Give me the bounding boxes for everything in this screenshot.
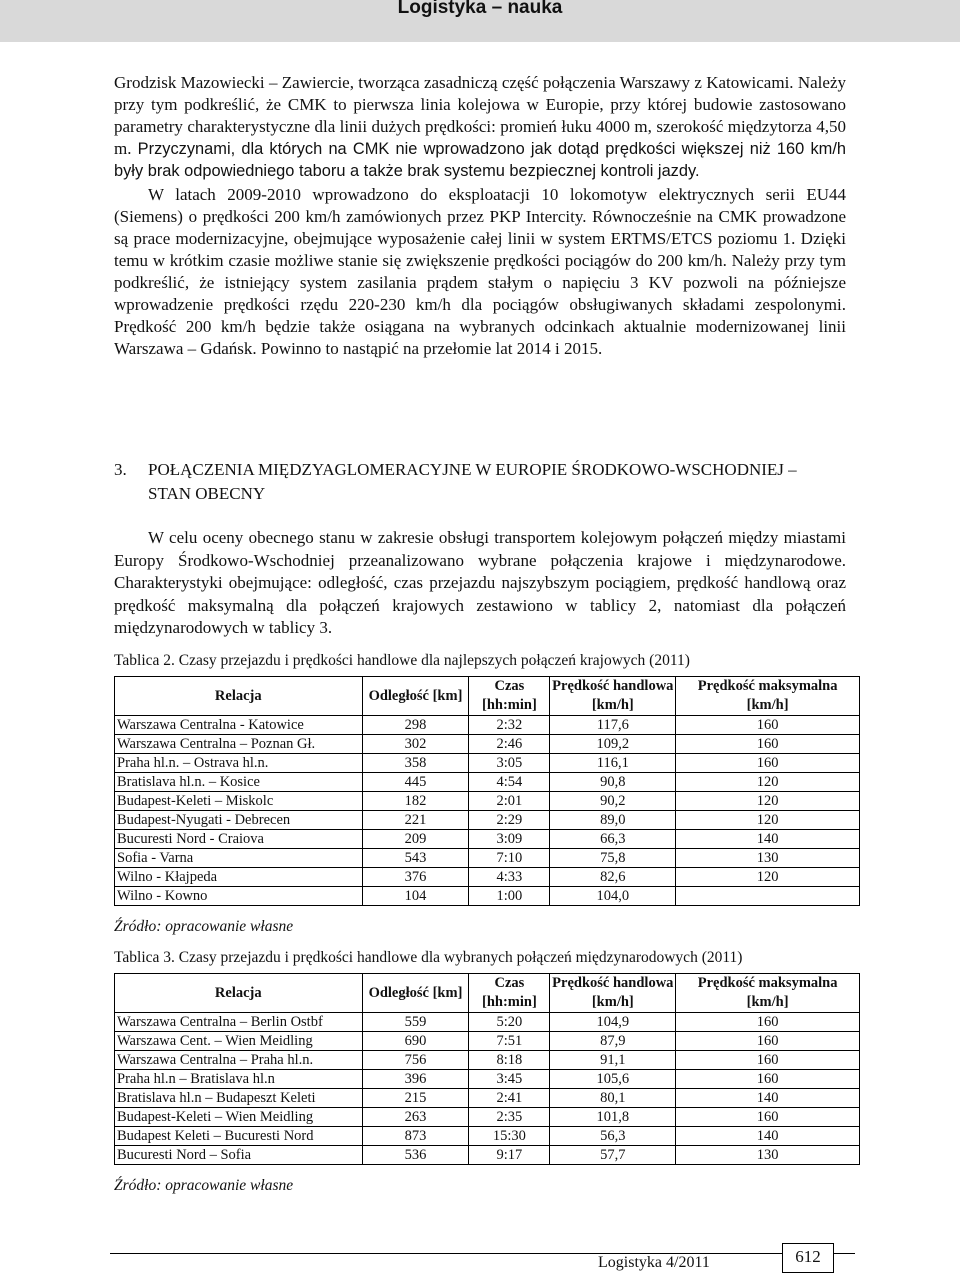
body-text [114,72,846,360]
table-cell-czas: 5:20 [469,1013,550,1032]
table-cell-odleglosc: 690 [362,1032,469,1051]
table-cell-czas: 2:46 [469,735,550,754]
table-cell-odleglosc: 302 [362,735,469,754]
table-cell-predkosc-maksymalna: 120 [676,773,860,792]
footer-rule [110,1253,855,1254]
table2-header-predkosc-maksymalna: Prędkość maksymalna [km/h] [676,677,860,716]
table-cell-odleglosc: 873 [362,1127,469,1146]
table-cell-relacja: Sofia - Varna [115,849,363,868]
table-cell-relacja: Warszawa Centralna – Praha hl.n. [115,1051,363,1070]
table-cell-odleglosc: 104 [362,887,469,906]
table-cell-odleglosc: 396 [362,1070,469,1089]
table-cell-predkosc-maksymalna: 160 [676,1032,860,1051]
table2-caption: Tablica 2. Czasy przejazdu i prędkości handlowe dla najlepszych połączeń krajowych (2011) [114,652,690,669]
table-row [115,754,860,773]
table-cell-predkosc-maksymalna: 160 [676,1070,860,1089]
table3-header-row [115,974,860,1013]
table-cell-odleglosc: 358 [362,754,469,773]
table-cell-relacja: Bucuresti Nord – Sofia [115,1146,363,1165]
table-cell-relacja: Warszawa Centralna – Berlin Ostbf [115,1013,363,1032]
table-cell-czas: 3:05 [469,754,550,773]
table-cell-relacja: Budapest-Nyugati - Debrecen [115,811,363,830]
table-cell-czas: 9:17 [469,1146,550,1165]
table-cell-relacja: Bratislava hl.n – Budapeszt Keleti [115,1089,363,1108]
table-row [115,773,860,792]
table-cell-predkosc-handlowa: 101,8 [550,1108,676,1127]
table-row [115,1051,860,1070]
table-cell-predkosc-handlowa: 91,1 [550,1051,676,1070]
table-cell-relacja: Budapest Keleti – Bucuresti Nord [115,1127,363,1146]
table2-header-odleglosc: Odległość [km] [362,677,469,716]
table-cell-odleglosc: 263 [362,1108,469,1127]
table-cell-predkosc-maksymalna: 160 [676,716,860,735]
table-cell-czas: 2:32 [469,716,550,735]
table-row [115,1089,860,1108]
table-cell-czas: 15:30 [469,1127,550,1146]
table-cell-czas: 3:45 [469,1070,550,1089]
table-row [115,1146,860,1165]
table-cell-predkosc-handlowa: 116,1 [550,754,676,773]
table-cell-predkosc-handlowa: 105,6 [550,1070,676,1089]
table-row [115,735,860,754]
table-cell-relacja: Bucuresti Nord - Craiova [115,830,363,849]
table-cell-predkosc-handlowa: 87,9 [550,1032,676,1051]
paragraph-2: W latach 2009-2010 wprowadzono do eksploatacji 10 lokomotyw elektrycznych serii EU44 (Siemens) o prędkości 200 km/h zamówionych przez PKP Intercity. Równocześnie na CMK prowadzone są prace modernizacyjne, obejmujące wyposażenie całej linii w system ERTMS/ETCS poziomu 1. Dzięki temu w krótkim czasie możliwe stanie się zwiększenie prędkości pociągów do 200 km/h. Należy przy tym podkreślić, że istniejący system zasilania prądem stałym o napięciu 3 KV pozwoli na późniejsze wprowadzenie prędkości rzędu 220-230 km/h dla pociągów obsługiwanych składami zespolonymi. Prędkość 200 km/h będzie także osiągana na wybranych odcinkach aktualnie modernizowanej linii Warszawa – Gdańsk. Powinno to nastąpić na przełomie lat 2014 i 2015. [114,185,846,358]
table-cell-relacja: Wilno - Kowno [115,887,363,906]
paragraph-1a: Grodzisk Mazowiecki – Zawiercie, tworząca zasadniczą część połączenia Warszawy z Katowicami. Należy przy tym podkreślić, że CMK to pierwsza linia kolejowa w Europie, przy której budowie zastosowano parametry charakterystyczne dla linii dużych prędkości: promień łuku 4000 m, szerokość międzytorza 4,50 m. [114,73,846,158]
table-cell-predkosc-handlowa: 75,8 [550,849,676,868]
table-cell-czas: 7:51 [469,1032,550,1051]
table2-header-predkosc-handlowa: Prędkość handlowa [km/h] [550,677,676,716]
table-cell-odleglosc: 445 [362,773,469,792]
table-cell-relacja: Wilno - Kłajpeda [115,868,363,887]
table-cell-predkosc-maksymalna: 160 [676,1013,860,1032]
paragraph-3: W celu oceny obecnego stanu w zakresie obsługi transportem kolejowym połączeń między miastami Europy Środkowo-Wschodniej przeanalizowano wybrane połączenia krajowe i międzynarodowe. Charakterystyki obejmujące: odległość, czas przejazdu najszybszym pociągiem, prędkość handlową oraz prędkość maksymalną dla połączeń krajowych zestawiono w tablicy 2, natomiast dla połączeń międzynarodowych w tablicy 3. [114,528,846,637]
table-cell-predkosc-handlowa: 90,2 [550,792,676,811]
table-cell-relacja: Warszawa Centralna - Katowice [115,716,363,735]
table-cell-predkosc-handlowa: 117,6 [550,716,676,735]
table-cell-predkosc-handlowa: 57,7 [550,1146,676,1165]
table-cell-odleglosc: 209 [362,830,469,849]
table-cell-odleglosc: 215 [362,1089,469,1108]
section-heading [114,458,854,506]
table2-header-row [115,677,860,716]
running-header [0,0,960,42]
table-cell-predkosc-maksymalna: 120 [676,792,860,811]
table-cell-relacja: Budapest-Keleti – Miskolc [115,792,363,811]
table-cell-relacja: Warszawa Cent. – Wien Meidling [115,1032,363,1051]
table-cell-czas: 2:01 [469,792,550,811]
table-cell-czas: 4:33 [469,868,550,887]
table-cell-czas: 7:10 [469,849,550,868]
table-cell-czas: 4:54 [469,773,550,792]
table-cell-predkosc-maksymalna: 160 [676,754,860,773]
table-cell-predkosc-maksymalna: 140 [676,1089,860,1108]
section-title-line2: STAN OBECNY [148,484,266,503]
table2-source: Źródło: opracowanie własne [114,918,294,935]
table-cell-czas: 2:29 [469,811,550,830]
table-cell-relacja: Praha hl.n. – Ostrava hl.n. [115,754,363,773]
table2-header-czas: Czas [hh:min] [469,677,550,716]
table-cell-czas: 3:09 [469,830,550,849]
table-cell-predkosc-maksymalna: 130 [676,849,860,868]
table-cell-relacja: Warszawa Centralna – Poznan Gł. [115,735,363,754]
table-cell-odleglosc: 221 [362,811,469,830]
table-cell-predkosc-handlowa: 82,6 [550,868,676,887]
table-cell-odleglosc: 559 [362,1013,469,1032]
table-row [115,1070,860,1089]
table-cell-relacja: Praha hl.n – Bratislava hl.n [115,1070,363,1089]
table-row [115,1108,860,1127]
page-number: 612 [782,1243,834,1273]
table-3 [114,973,860,1165]
table-cell-predkosc-handlowa: 56,3 [550,1127,676,1146]
table-cell-predkosc-maksymalna: 130 [676,1146,860,1165]
table-cell-relacja: Bratislava hl.n. – Kosice [115,773,363,792]
table3-caption: Tablica 3. Czasy przejazdu i prędkości handlowe dla wybranych połączeń międzynarodowych (2011) [114,949,743,966]
table-cell-odleglosc: 182 [362,792,469,811]
table-cell-predkosc-maksymalna: 160 [676,735,860,754]
table-row [115,830,860,849]
table-cell-czas: 8:18 [469,1051,550,1070]
table-row [115,1032,860,1051]
section-title-line1: POŁĄCZENIA MIĘDZYAGLOMERACYJNE W EUROPIE ŚRODKOWO-WSCHODNIEJ – [148,460,797,479]
table-row [115,868,860,887]
section-number: 3. [114,460,127,479]
header-title: Logistyka – nauka [397,0,563,18]
table-cell-czas: 1:00 [469,887,550,906]
table-2 [114,676,860,906]
table-cell-predkosc-maksymalna: 120 [676,811,860,830]
table3-header-czas: Czas [hh:min] [469,974,550,1013]
table-cell-odleglosc: 536 [362,1146,469,1165]
table-cell-relacja: Budapest-Keleti – Wien Meidling [115,1108,363,1127]
table-cell-predkosc-handlowa: 104,9 [550,1013,676,1032]
table3-source: Źródło: opracowanie własne [114,1177,294,1194]
table3-header-predkosc-handlowa: Prędkość handlowa [km/h] [550,974,676,1013]
table-cell-predkosc-handlowa: 90,8 [550,773,676,792]
table-row [115,716,860,735]
table3-header-odleglosc: Odległość [km] [362,974,469,1013]
paragraph-1b: Przyczynami, dla których na CMK nie wprowadzono jak dotąd prędkości większej niż 160 km/h były brak odpowiedniego taboru a także brak systemu bezpiecznej kontroli jazdy. [114,140,846,180]
table3-header-relacja: Relacja [115,974,363,1013]
table-cell-odleglosc: 376 [362,868,469,887]
table-row [115,849,860,868]
table-cell-odleglosc: 543 [362,849,469,868]
table-row [115,1127,860,1146]
table-cell-predkosc-maksymalna: 160 [676,1108,860,1127]
table-cell-odleglosc: 298 [362,716,469,735]
table-cell-predkosc-maksymalna [676,887,860,906]
table-cell-predkosc-maksymalna: 160 [676,1051,860,1070]
table-cell-predkosc-maksymalna: 120 [676,868,860,887]
table-cell-predkosc-handlowa: 80,1 [550,1089,676,1108]
table-cell-czas: 2:35 [469,1108,550,1127]
table-cell-predkosc-maksymalna: 140 [676,1127,860,1146]
table-cell-predkosc-handlowa: 109,2 [550,735,676,754]
table-cell-czas: 2:41 [469,1089,550,1108]
footer-journal: Logistyka 4/2011 [598,1254,710,1271]
table-row [115,1013,860,1032]
table2-header-relacja: Relacja [115,677,363,716]
table-row [115,811,860,830]
table3-header-predkosc-maksymalna: Prędkość maksymalna [km/h] [676,974,860,1013]
table-cell-odleglosc: 756 [362,1051,469,1070]
table-cell-predkosc-handlowa: 104,0 [550,887,676,906]
table-cell-predkosc-maksymalna: 140 [676,830,860,849]
table-row [115,792,860,811]
table-cell-predkosc-handlowa: 66,3 [550,830,676,849]
paragraph-1 [114,72,846,182]
table-cell-predkosc-handlowa: 89,0 [550,811,676,830]
table-row [115,887,860,906]
